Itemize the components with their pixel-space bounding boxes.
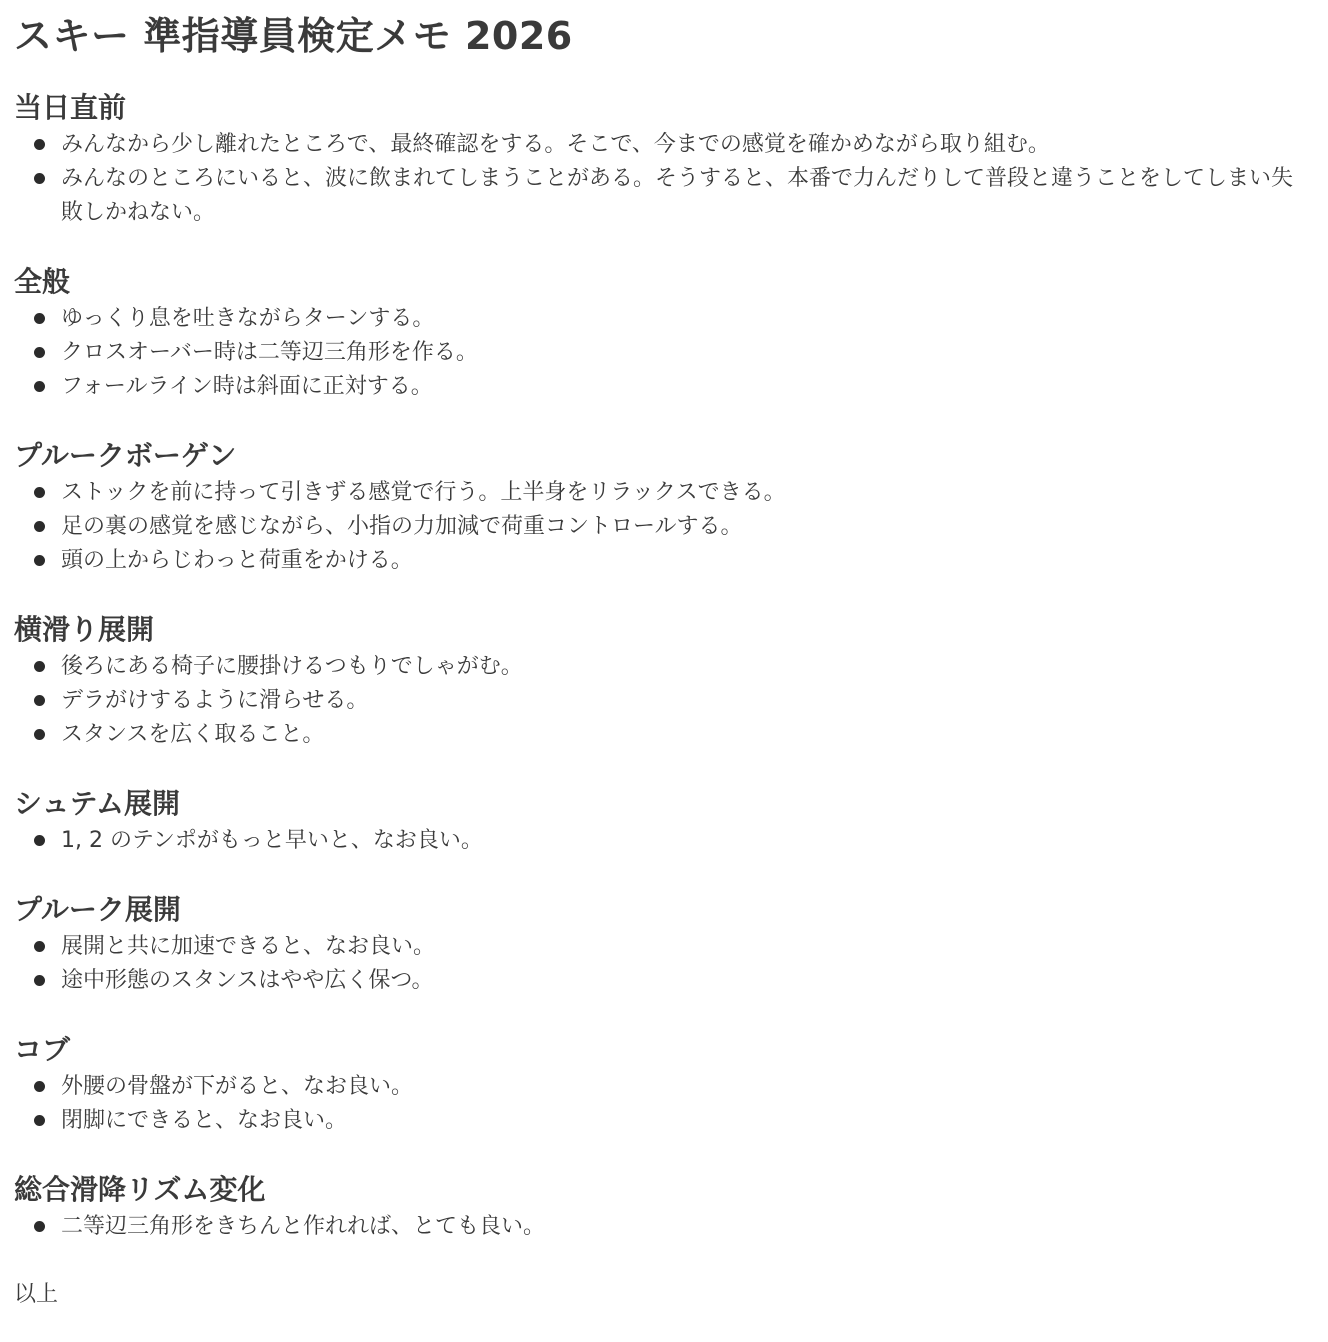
- list-item-text: 後ろにある椅子に腰掛けるつもりでしゃがむ。: [61, 654, 523, 679]
- section-heading: 総合滑降リズム変化: [14, 1173, 266, 1206]
- list-item: [14, 336, 1314, 370]
- list-item-text: 足の裏の感覚を感じながら、小指の力加減で荷重コントロールする。: [61, 514, 743, 539]
- bullet-icon: [34, 975, 45, 986]
- bullet-icon: [34, 521, 45, 532]
- bullet-icon: [34, 1115, 45, 1126]
- list-item-text: 外腰の骨盤が下がると、なお良い。: [61, 1074, 414, 1099]
- bullet-icon: [34, 173, 45, 184]
- list-item-text: 頭の上からじわっと荷重をかける。: [61, 548, 413, 573]
- bullet-icon: [34, 347, 45, 358]
- bullet-icon: [34, 729, 45, 740]
- list-item: [14, 162, 1314, 230]
- bullet-icon: [34, 1221, 45, 1232]
- section-pluke-tenkai: [14, 890, 1314, 998]
- section-kobu: [14, 1030, 1314, 1138]
- section-heading: プルークボーゲン: [14, 439, 237, 472]
- list-item: [14, 684, 1314, 718]
- list-item-text: 展開と共に加速できると、なお良い。: [61, 934, 436, 959]
- bullet-list: [14, 930, 1314, 998]
- bullet-list: [14, 1210, 1314, 1244]
- section-pluke-bogen: [14, 436, 1314, 578]
- list-item: [14, 930, 1314, 964]
- list-item: [14, 476, 1314, 510]
- bullet-icon: [34, 381, 45, 392]
- list-item-text: 1, 2 のテンポがもっと早いと、なお良い。: [61, 828, 483, 853]
- section-heading: 当日直前: [14, 91, 127, 124]
- bullet-list: [14, 824, 1314, 858]
- list-item: [14, 370, 1314, 404]
- section-zenpan: [14, 262, 1314, 404]
- list-item: [14, 718, 1314, 752]
- section-toujitsu: [14, 88, 1314, 230]
- list-item-text: スタンスを広く取ること。: [61, 722, 325, 747]
- section-heading: 全般: [14, 265, 71, 298]
- list-item: [14, 128, 1314, 162]
- section-heading: コブ: [14, 1033, 71, 1066]
- list-item: [14, 824, 1314, 858]
- bullet-icon: [34, 835, 45, 846]
- bullet-icon: [34, 695, 45, 706]
- list-item: [14, 964, 1314, 998]
- section-sougou-kakkou: [14, 1170, 1314, 1244]
- list-item-text: ストックを前に持って引きずる感覚で行う。上半身をリラックスできる。: [61, 480, 786, 505]
- list-item-text: デラがけするように滑らせる。: [61, 688, 369, 713]
- bullet-list: [14, 650, 1314, 752]
- list-item-text: クロスオーバー時は二等辺三角形を作る。: [61, 340, 478, 365]
- list-item: [14, 544, 1314, 578]
- list-item-text: ゆっくり息を吐きながらターンする。: [61, 306, 435, 331]
- section-heading: 横滑り展開: [14, 613, 155, 646]
- list-item: [14, 1104, 1314, 1138]
- bullet-icon: [34, 313, 45, 324]
- list-item: [14, 1210, 1314, 1244]
- page-title: スキー 準指導員検定メモ 2026: [14, 14, 573, 58]
- section-stem-tenkai: [14, 784, 1314, 858]
- section-yokosuberi-tenkai: [14, 610, 1314, 752]
- section-heading: プルーク展開: [14, 893, 181, 926]
- list-item-text: 二等辺三角形をきちんと作れれば、とても良い。: [61, 1214, 546, 1239]
- list-item-text: みんなのところにいると、波に飲まれてしまうことがある。そうすると、本番で力んだりして普段と違うことをしてしまい失敗しかねない。: [61, 166, 1294, 225]
- list-item-text: みんなから少し離れたところで、最終確認をする。そこで、今までの感覚を確かめながら取り組む。: [61, 132, 1050, 157]
- list-item-text: フォールライン時は斜面に正対する。: [61, 374, 433, 399]
- section-heading: シュテム展開: [14, 787, 181, 820]
- bullet-list: [14, 476, 1314, 578]
- list-item-text: 途中形態のスタンスはやや広く保つ。: [61, 968, 434, 993]
- closing-text: 以上: [14, 1282, 59, 1307]
- list-item: [14, 510, 1314, 544]
- bullet-icon: [34, 661, 45, 672]
- list-item: [14, 1070, 1314, 1104]
- bullet-icon: [34, 1081, 45, 1092]
- bullet-icon: [34, 139, 45, 150]
- list-item-text: 閉脚にできると、なお良い。: [61, 1108, 348, 1133]
- bullet-list: [14, 1070, 1314, 1138]
- bullet-list: [14, 302, 1314, 404]
- list-item: [14, 302, 1314, 336]
- bullet-icon: [34, 487, 45, 498]
- list-item: [14, 650, 1314, 684]
- bullet-list: [14, 128, 1314, 230]
- bullet-icon: [34, 555, 45, 566]
- bullet-icon: [34, 941, 45, 952]
